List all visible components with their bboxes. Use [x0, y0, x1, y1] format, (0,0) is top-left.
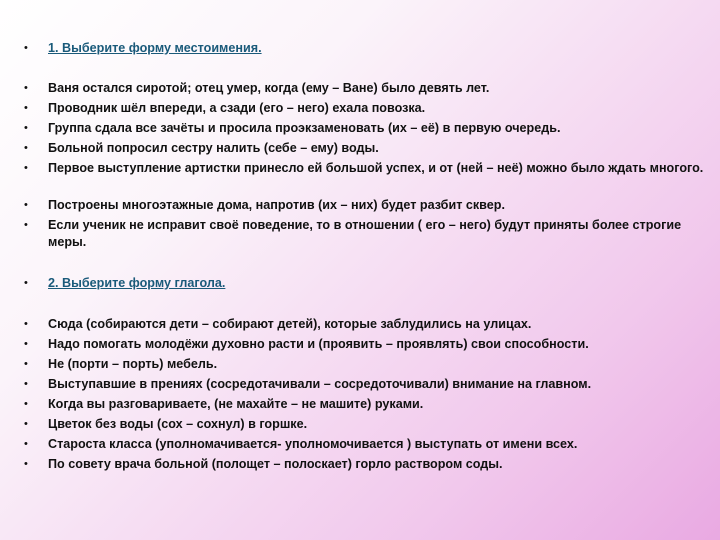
bullet: • — [24, 122, 28, 134]
section2-item-4: Выступавшие в прениях (сосредотачивали – сосредоточивали) внимание на главном. — [48, 377, 592, 391]
section2-item-6: Цветок без воды (сох – сохнул) в горшке. — [48, 417, 308, 431]
bullet: • — [24, 162, 28, 174]
section1-heading: 1. Выберите форму местоимения. — [48, 41, 262, 55]
section1-item-1: Ваня остался сиротой; отец умер, когда (ему – Ване) было девять лет. — [48, 81, 490, 95]
section2-item-3: Не (порти – порть) мебель. — [48, 357, 218, 371]
bullet: • — [24, 219, 28, 231]
bullet: • — [24, 438, 28, 450]
section2-item-2: Надо помогать молодёжи духовно расти и (проявить – проявлять) свои способности. — [48, 337, 589, 351]
section1-item-5: Первое выступление артистки принесло ей большой успех, и от (ней – неё) можно было ждать многого. — [48, 161, 704, 175]
section2-item-5: Когда вы разговариваете, (не махайте – не машите) руками. — [48, 397, 424, 411]
bullet: • — [24, 398, 28, 410]
bullet: • — [24, 82, 28, 94]
bullet: • — [24, 458, 28, 470]
section2-item-8: По совету врача больной (полощет – полоскает) горло раствором соды. — [48, 457, 503, 471]
section2-heading: 2. Выберите форму глагола. — [48, 276, 226, 290]
bullet: • — [24, 378, 28, 390]
bullet: • — [24, 418, 28, 430]
section1-item-7: Если ученик не исправит своё поведение, то в отношении ( его – него) будут приняты более строгие меры. — [48, 218, 682, 249]
section1-item-3: Группа сдала все зачёты и просила проэкзаменовать (их – её) в первую очередь. — [48, 121, 561, 135]
bullet: • — [24, 358, 28, 370]
bullet: • — [24, 318, 28, 330]
section1-item-4: Больной попросил сестру налить (себе – ему) воды. — [48, 141, 379, 155]
bullet: • — [24, 277, 28, 289]
bullet: • — [24, 338, 28, 350]
bullet: • — [24, 199, 28, 211]
bullet: • — [24, 142, 28, 154]
section1-item-6: Построены многоэтажные дома, напротив (их – них) будет разбит сквер. — [48, 198, 505, 212]
section1-item-2: Проводник шёл впереди, а сзади (его – него) ехала повозка. — [48, 101, 426, 115]
bullet: • — [24, 102, 28, 114]
section2-item-7: Староста класса (уполномачивается- уполномочивается ) выступать от имени всех. — [48, 437, 578, 451]
bullet: • — [24, 42, 28, 54]
section2-item-1: Сюда (собираются дети – собирают детей), которые заблудились на улицах. — [48, 317, 532, 331]
